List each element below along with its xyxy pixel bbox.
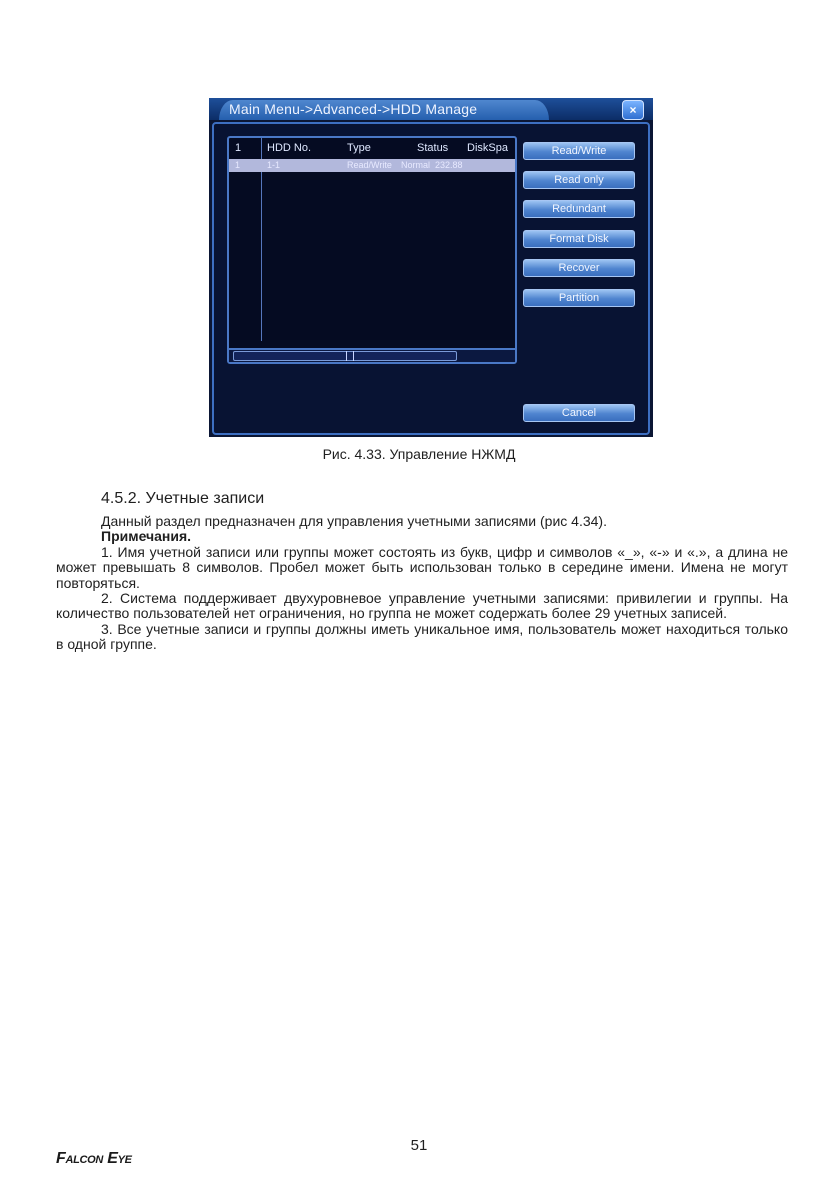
figure-caption: Рис. 4.33. Управление НЖМД bbox=[322, 446, 516, 462]
partition-button[interactable]: Partition bbox=[523, 289, 635, 307]
notes-label: Примечания. bbox=[101, 528, 192, 545]
horizontal-scrollbar[interactable] bbox=[229, 348, 515, 362]
grip-icon bbox=[346, 351, 354, 361]
read-write-button[interactable]: Read/Write bbox=[523, 142, 635, 160]
header-diskspace: DiskSpa bbox=[467, 142, 508, 154]
close-icon[interactable]: × bbox=[622, 100, 644, 120]
page-number: 51 bbox=[410, 1137, 428, 1154]
format-disk-button[interactable]: Format Disk bbox=[523, 230, 635, 248]
brand-logo: Falcon Eye bbox=[56, 1150, 132, 1167]
cell-hdd-no: 1-1 bbox=[267, 160, 281, 170]
section-title: 4.5.2. Учетные записи bbox=[101, 490, 265, 507]
cell-type: Read/Write bbox=[347, 160, 392, 170]
title-bar bbox=[209, 98, 653, 120]
header-status: Status bbox=[417, 142, 449, 154]
section-body bbox=[56, 514, 788, 653]
cell-diskspace: 232.88 bbox=[435, 160, 463, 170]
cell-status: Normal bbox=[401, 160, 431, 170]
recover-button[interactable]: Recover bbox=[523, 259, 635, 277]
header-type: Type bbox=[347, 142, 371, 154]
header-hdd-no: HDD No. bbox=[267, 142, 312, 154]
intro-paragraph: Данный раздел предназначен для управления учетными записями (рис 4.34). bbox=[101, 513, 607, 529]
redundant-button[interactable]: Redundant bbox=[523, 200, 635, 218]
cancel-button[interactable]: Cancel bbox=[523, 404, 635, 422]
note-item-2: 2. Система поддерживает двухуровневое управление учетными записями: привилегии и группы. На количество пользователей нет ограничения, но группа не может содержать более 29 учетных записей. bbox=[56, 590, 788, 622]
note-item-3: 3. Все учетные записи и группы должны иметь уникальное имя, пользователь может находиться только в одной группе. bbox=[56, 620, 788, 653]
read-only-button[interactable]: Read only bbox=[523, 171, 635, 189]
note-item-1: 1. Имя учетной записи или группы может состоять из букв, цифр и символов «_», «-» и «.», а длина не может превышать 8 символов. Пробел может быть использован только в середине имени. Имена не могут повторяться. bbox=[56, 543, 788, 591]
header-index: 1 bbox=[235, 142, 242, 154]
hdd-manage-screenshot bbox=[209, 98, 653, 437]
window-title: Main Menu->Advanced->HDD Manage bbox=[229, 101, 478, 117]
table-row[interactable] bbox=[229, 159, 515, 172]
cell-index: 1 bbox=[235, 160, 241, 170]
scrollbar-thumb[interactable] bbox=[233, 351, 457, 361]
table-header bbox=[229, 142, 515, 156]
hdd-list bbox=[227, 136, 517, 364]
